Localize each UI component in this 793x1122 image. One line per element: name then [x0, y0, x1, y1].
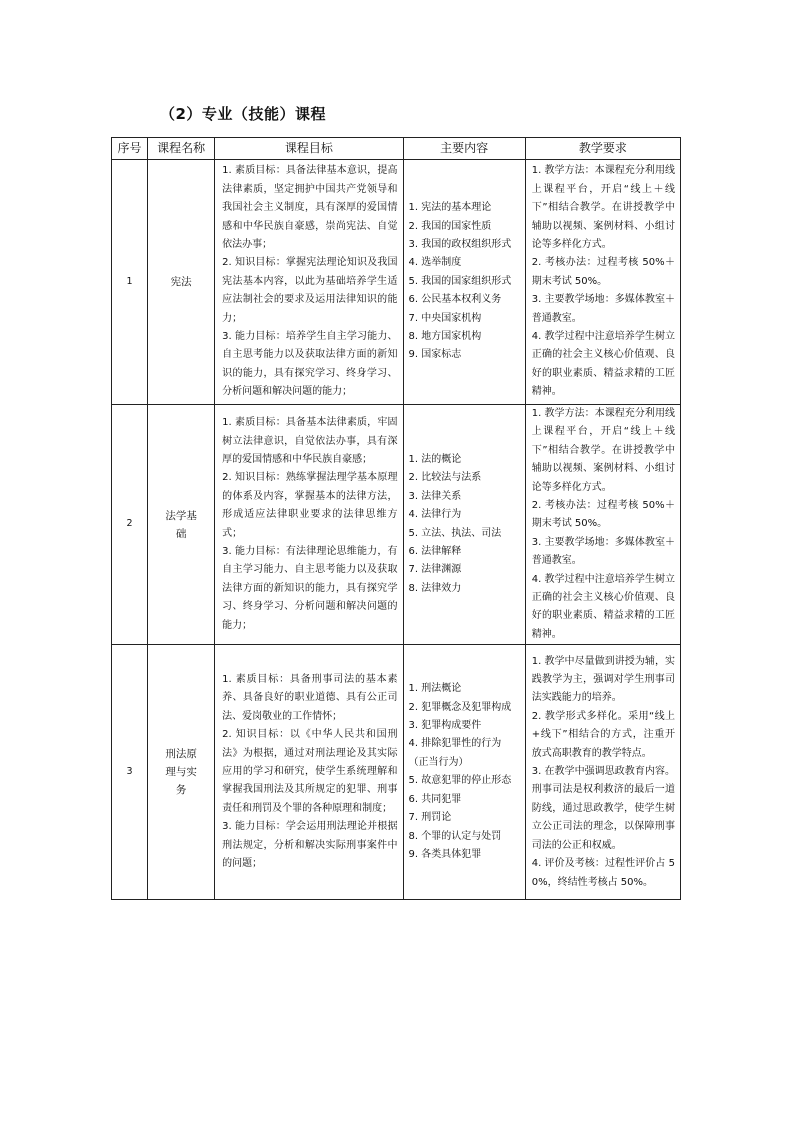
- content-item: 8. 个罪的认定与处罚: [408, 830, 502, 842]
- content-item: 4. 法律行为: [408, 509, 462, 521]
- header-main-content: 主要内容: [403, 138, 525, 160]
- goal-item: 2. 知识目标：熟练掌握法理学基本原理的体系及内容，掌握基本的法律方法，形成适应法律职业要求的法律思维方式；: [222, 472, 398, 539]
- table-row: [112, 160, 681, 405]
- course-name: 法学基础: [148, 405, 215, 645]
- course-number: 3: [112, 645, 148, 900]
- teaching-requirement: [525, 405, 680, 645]
- header-teaching-requirement: 教学要求: [525, 138, 680, 160]
- header-course-name: 课程名称: [148, 138, 215, 160]
- content-item: 7. 中央国家机构: [408, 312, 482, 324]
- teaching-requirement: [525, 160, 680, 405]
- content-item: 2. 犯罪概念及犯罪构成: [408, 701, 512, 713]
- content-item: 3. 法律关系: [408, 490, 462, 502]
- header-course-goal: 课程目标: [215, 138, 403, 160]
- section-title: （2）专业（技能）课程: [160, 105, 326, 123]
- requirement-item: 2. 考核办法：过程考核 50%＋期末考试 50%。: [531, 500, 675, 530]
- course-goal: [215, 645, 403, 900]
- course-content: [403, 645, 525, 900]
- goal-item: 1. 素质目标：具备法律基本意识，提高法律素质，坚定拥护中国共产党领导和我国社会主义制度，具有深厚的爱国情感和中华民族自豪感，崇尚宪法、自觉依法办事；: [222, 165, 398, 250]
- content-item: 5. 我国的国家组织形式: [408, 275, 512, 287]
- content-item: 1. 法的概论: [408, 454, 462, 466]
- requirement-item: 4. 教学过程中注意培养学生树立正确的社会主义核心价值观、良好的职业素质、精益求精的工匠精神。: [531, 331, 675, 398]
- content-item: 3. 犯罪构成要件: [408, 720, 482, 732]
- course-name: 刑法原理与实务: [148, 645, 215, 900]
- content-item: 1. 刑法概论: [408, 683, 462, 695]
- goal-item: 2. 知识目标：掌握宪法理论知识及我国宪法基本内容，以此为基础培养学生适应法制社会的要求及运用法律知识的能力；: [222, 257, 398, 324]
- course-goal: [215, 160, 403, 405]
- requirement-item: 4. 教学过程中注意培养学生树立正确的社会主义核心价值观、良好的职业素质、精益求精的工匠精神。: [531, 573, 675, 640]
- requirement-item: 1. 教学方法：本课程充分利用线上课程平台，开启“线上＋线下”相结合教学。在讲授教学中辅助以视频、案例材料、小组讨论等多样化方式。: [531, 165, 675, 250]
- content-item: 2. 比较法与法系: [408, 472, 482, 484]
- content-item: 6. 法律解释: [408, 546, 462, 558]
- content-item: 5. 立法、执法、司法: [408, 527, 502, 539]
- goal-item: 3. 能力目标：学会运用刑法理论并根据刑法规定，分析和解决实际刑事案件中的问题；: [222, 821, 398, 870]
- requirement-item: 3. 在教学中强调思政教育内容。刑事司法是权利救济的最后一道防线，通过思政教学，使学生树立公正司法的理念，以保障刑事司法的公正和权威。: [531, 766, 675, 851]
- content-item: 3. 我国的政权组织形式: [408, 238, 512, 250]
- content-item: 7. 法律渊源: [408, 564, 462, 576]
- content-item: 4. 排除犯罪性的行为（正当行为）: [408, 738, 502, 768]
- table-row: [112, 405, 681, 645]
- goal-item: 3. 能力目标：培养学生自主学习能力、自主思考能力以及获取法律方面的新知识的能力，具有探究学习、终身学习、分析问题和解决问题的能力；: [222, 331, 398, 398]
- course-goal: [215, 405, 403, 645]
- goal-item: 3. 能力目标：有法律理论思维能力，有自主学习能力、自主思考能力以及获取法律方面的新知识的能力，具有探究学习、终身学习、分析问题和解决问题的能力；: [222, 546, 398, 631]
- header-no: 序号: [112, 138, 148, 160]
- teaching-requirement: [525, 645, 680, 900]
- table-row: [112, 645, 681, 900]
- course-content: [403, 160, 525, 405]
- content-item: 8. 法律效力: [408, 582, 462, 594]
- requirement-item: 1. 教学中尽量做到讲授为辅，实践教学为主，强调对学生刑事司法实践能力的培养。: [531, 655, 675, 704]
- content-item: 8. 地方国家机构: [408, 331, 482, 343]
- course-name: 宪法: [148, 160, 215, 405]
- content-item: 2. 我国的国家性质: [408, 220, 492, 232]
- goal-item: 2. 知识目标：以《中华人民共和国刑法》为根据，通过对刑法理论及其实际应用的学习和研究，使学生系统理解和掌握我国刑法及其所规定的犯罪、刑事责任和刑罚及个罪的各种原理和制度；: [222, 729, 398, 814]
- requirement-item: 4. 评价及考核：过程性评价占 50%，终结性考核占 50%。: [531, 858, 675, 888]
- content-item: 6. 共同犯罪: [408, 793, 462, 805]
- requirement-item: 1. 教学方法：本课程充分利用线上课程平台，开启“线上＋线下”相结合教学。在讲授教学中辅助以视频、案例材料、小组讨论等多样化方式。: [531, 408, 675, 493]
- course-number: 2: [112, 405, 148, 645]
- content-item: 7. 刑罚论: [408, 812, 452, 824]
- requirement-item: 3. 主要教学场地：多媒体教室＋普通教室。: [531, 536, 675, 567]
- course-number: 1: [112, 160, 148, 405]
- goal-item: 1. 素质目标：具备基本法律素质，牢固树立法律意识，自觉依法办事，具有深厚的爱国情感和中华民族自豪感；: [222, 417, 398, 466]
- table-header-row: [112, 138, 681, 160]
- course-content: [403, 405, 525, 645]
- content-item: 1. 宪法的基本理论: [408, 202, 492, 214]
- content-item: 6. 公民基本权利义务: [408, 294, 502, 306]
- requirement-item: 2. 教学形式多样化。采用“线上+线下”相结合的方式，注重开放式高职教育的教学特点。: [531, 710, 675, 759]
- requirement-item: 3. 主要教学场地：多媒体教室＋普通教室。: [531, 294, 675, 324]
- content-item: 5. 故意犯罪的停止形态: [408, 775, 512, 787]
- content-item: 9. 各类具体犯罪: [408, 848, 482, 860]
- content-item: 4. 选举制度: [408, 257, 462, 269]
- goal-item: 1. 素质目标：具备刑事司法的基本素养、具备良好的职业道德、具有公正司法、爱岗敬业的工作情怀；: [222, 674, 398, 722]
- requirement-item: 2. 考核办法：过程考核 50%＋期末考试 50%。: [531, 257, 675, 287]
- course-table: [111, 137, 681, 900]
- content-item: 9. 国家标志: [408, 349, 462, 361]
